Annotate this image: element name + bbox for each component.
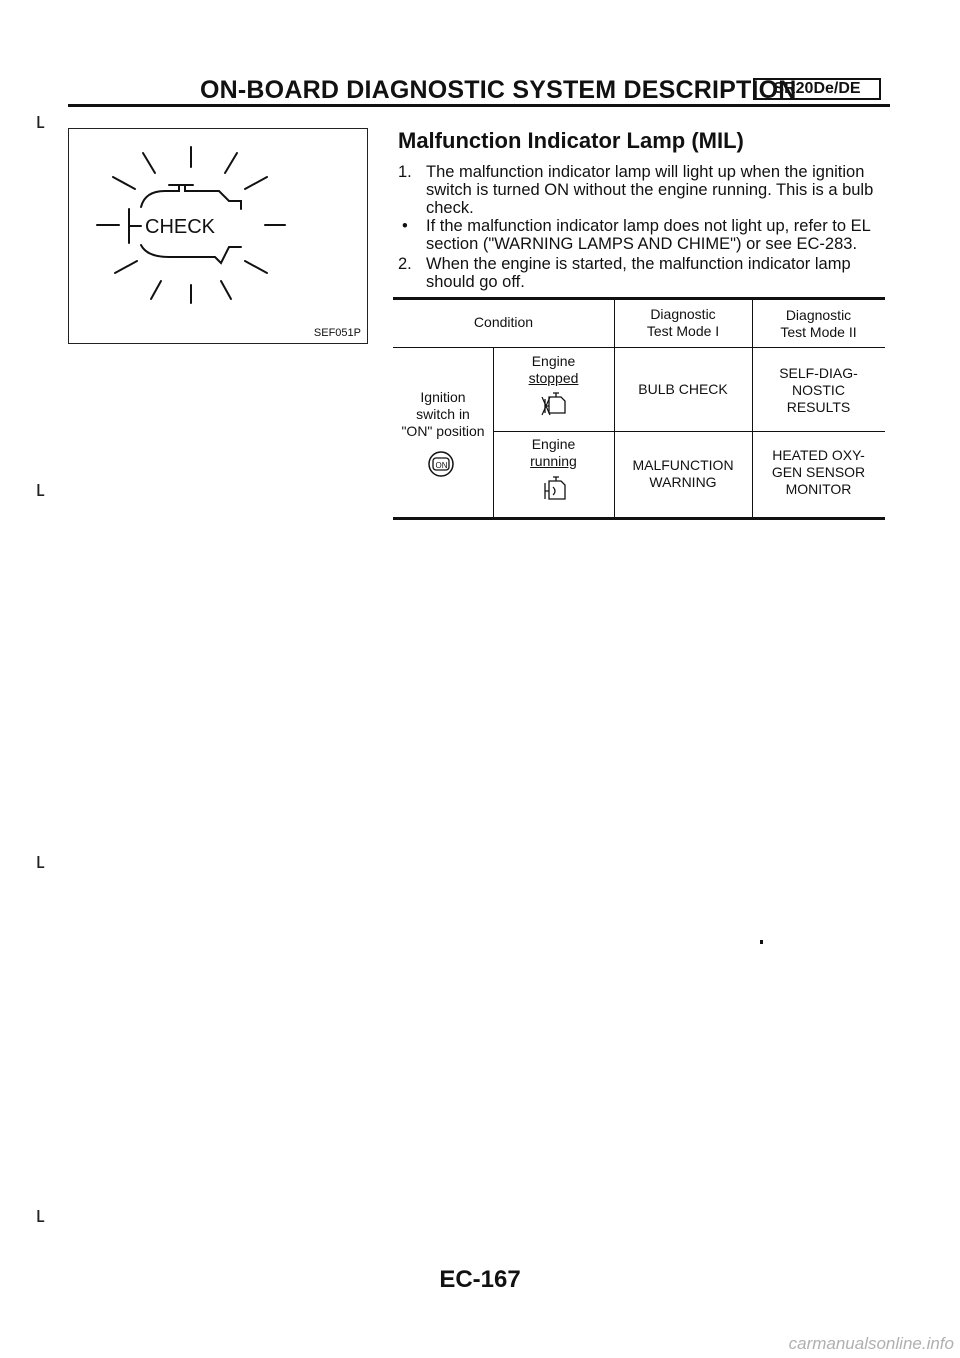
engine-model-badge: SR20De/DE (753, 78, 881, 100)
header-condition: Condition (473, 314, 534, 330)
header-rule (68, 104, 890, 107)
item-line: section ("WARNING LAMPS AND CHIME") or see EC-283. (426, 235, 858, 253)
margin-tick-mark: ʟ (36, 108, 45, 133)
page-number: EC-167 (439, 1266, 521, 1293)
item-line: switch is turned ON without the engine running. This is a bulb (426, 181, 874, 199)
section-title: Malfunction Indicator Lamp (MIL) (398, 128, 744, 153)
header-test-mode-2: Diagnostic Test Mode II (780, 307, 857, 340)
margin-tick-mark: ʟ (36, 848, 45, 873)
mode1-bulb-check: BULB CHECK (638, 381, 728, 397)
watermark: carmanualsonline.info (788, 1334, 954, 1353)
header-test-mode-1: Diagnostic Test Mode I (646, 306, 720, 339)
check-engine-lamp-icon (69, 129, 369, 345)
table-row-rule (493, 431, 885, 432)
item-marker: 1. (398, 163, 412, 181)
instruction-item (398, 163, 888, 219)
margin-tick-mark: ʟ (36, 1202, 45, 1227)
mode2-self-diag-results: SELF-DIAG- NOSTIC RESULTS (779, 365, 858, 415)
item-line: When the engine is started, the malfunction indicator lamp (426, 255, 851, 273)
ignition-condition-label: Ignition switch in "ON" position (401, 389, 485, 439)
diagnostic-mode-table (393, 297, 885, 522)
instruction-item (398, 255, 888, 293)
engine-condition-stopped: Engine stopped (528, 353, 579, 386)
table-header-rule (393, 347, 885, 348)
stray-mark (760, 940, 763, 944)
engine-condition-running: Engine running (530, 436, 577, 469)
item-line: If the malfunction indicator lamp does not light up, refer to EL (426, 217, 871, 235)
engine-stopped-icon (539, 391, 569, 419)
ignition-key-icon (427, 449, 455, 479)
mode2-heated-oxygen-sensor-monitor: HEATED OXY- GEN SENSOR MONITOR (771, 447, 866, 497)
item-marker: 2. (398, 255, 412, 273)
lamp-label: CHECK (145, 216, 216, 238)
mil-figure (68, 128, 368, 344)
item-line: check. (426, 199, 474, 217)
figure-code: SEF051P (313, 327, 361, 339)
instruction-item (398, 217, 888, 255)
item-marker: • (402, 217, 408, 235)
mode1-malfunction-warning: MALFUNCTION WARNING (632, 457, 734, 490)
item-line: should go off. (426, 273, 525, 291)
item-line: The malfunction indicator lamp will light up when the ignition (426, 163, 865, 181)
svg-text:ON: ON (435, 461, 448, 470)
table-top-rule (393, 297, 885, 300)
table-bottom-rule (393, 517, 885, 520)
engine-running-icon (539, 475, 569, 505)
page-header-title: ON-BOARD DIAGNOSTIC SYSTEM DESCRIPTION (200, 76, 797, 104)
margin-tick-mark: ʟ (36, 476, 45, 501)
